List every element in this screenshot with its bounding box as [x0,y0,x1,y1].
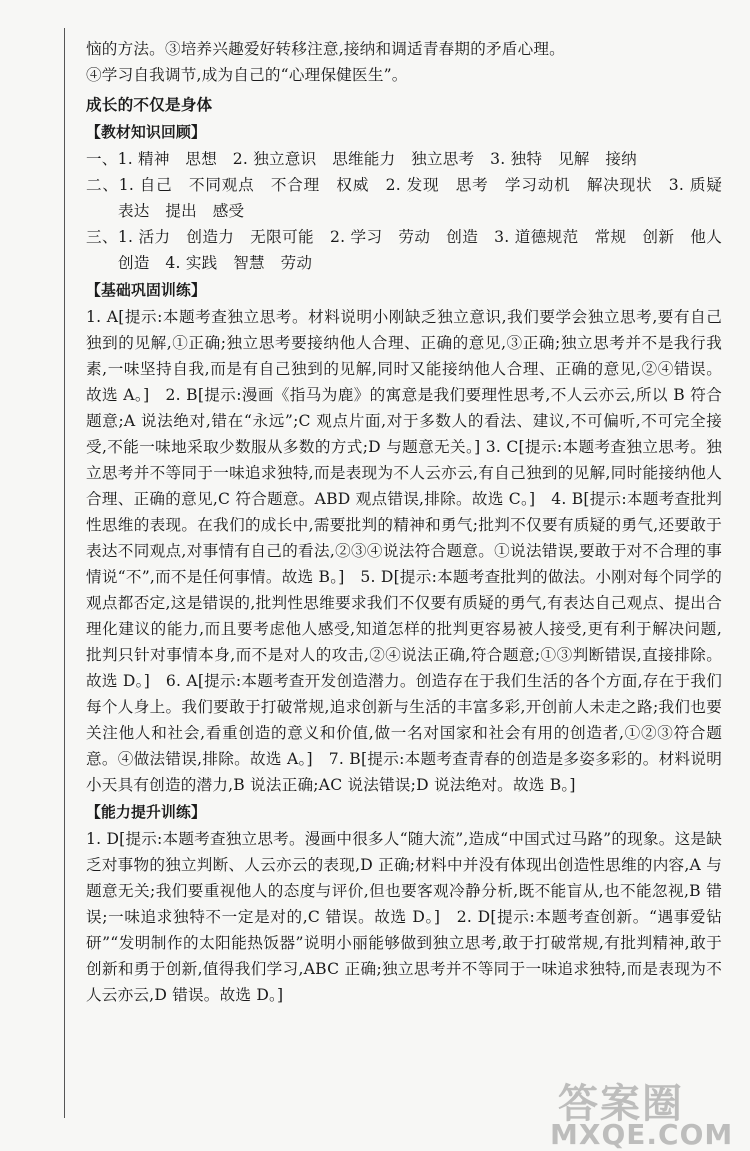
review-part-three: 三、1. 活力 创造力 无限可能 2. 学习 劳动 创造 3. 道德规范 常规 创新 他人 创造 4. 实践 智慧 劳动 [86,228,738,272]
watermark-logo [530,1072,740,1150]
section-header-review: 【教材知识回顾】 [86,124,206,141]
review-part-one: 一、1. 精神 思想 2. 独立意识 思维能力 独立思考 3. 独特 见解 接纳 [86,150,637,168]
review-part-two: 二、1. 自己 不同观点 不合理 权威 2. 发现 思考 学习动机 解决现状 3. 质疑 表达 提出 感受 [86,176,738,220]
watermark-text-bottom: MXQE.COM [550,1118,734,1151]
basic-answers: 1. A[提示:本题考查独立思考。材料说明小刚缺乏独立意识,我们要学会独立思考,要有自己独到的见解,①正确;独立思考要接纳他人合理、正确的意见,③正确;独立思考并不是我行我素,一味坚持自我,而是有自己独到的见解,同时又能接纳他人合理、正确的意见,②④错误。故选 A。] 2. B[提示:漫画《指马为鹿》的寓意是我们要理性思考,不人云亦云,所以 B 符合题意;A 说法绝对,错在“永远”;C 观点片面,对于多数人的看法、建议,不可偏听,不可完全接受,不能一味地采取少数服从多数的方式;D 与题意无关。] 3. C[提示:本题考查独立思考。独立思考并不等同于一味追求独特,而是表现为不人云亦云,有自己独到的见解,同时能接纳他人合理、正确的意见,C 符合题意。ABD 观点错误,排除。故选 C。] 4. B[提示:本题考查批判性思维的表现。在我们的成长中,需要批判的精神和勇气;批判不仅要有质疑的勇气,还要敢于表达不同观点,对事情有自己的看法,②③④说法符合题意。①说法错误,要敢于对不合理的事情说“不”,而不是任何事情。故选 B。] 5. D[提示:本题考查批判的做法。小刚对每个同学的观点都否定,这是错误的,批判性思维要求我们不仅要有质疑的勇气,有表达自己观点、提出合理化建议的能力,而且要考虑他人感受,知道怎样的批判更容易被人接受,更有利于解决问题,批判只针对事情本身,而不是对人的攻击,②④说法正确,符合题意;①③判断错误,直接排除。故选 D。] 6. A[提示:本题考查开发创造潜力。创造存在于我们生活的各个方面,存在于我们每个人身上。我们要敢于打破常规,追求创新与生活的丰富多彩,开创前人未走之路;我们也要关注他人和社会,看重创造的意义和价值,做一名对国家和社会有用的创造者,①②③符合题意。④做法错误,排除。故选 A。] 7. B[提示:本题考查青春的创造是多姿多彩的。材料说明小天具有创造的潜力,B 说法正确;AC 说法错误;D 说法绝对。故选 B。] [86,308,722,794]
intro-line-1: 恼的方法。③培养兴趣爱好转移注意,接纳和调适青春期的矛盾心理。 [86,40,565,58]
intro-line-2: ④学习自我调节,成为自己的“心理保健医生”。 [86,66,408,84]
page-margin-line [64,28,65,1118]
lesson-title: 成长的不仅是身体 [86,96,213,114]
document-body [86,36,738,1008]
watermark-text-top: 答案圈 [558,1081,684,1127]
advanced-answers: 1. D[提示:本题考查独立思考。漫画中很多人“随大流”,造成“中国式过马路”的现象。这是缺乏对事物的独立判断、人云亦云的表现,D 正确;材料中并没有体现出创造性思维的内容,A 与题意无关;我们要重视他人的态度与评价,但也要客观冷静分析,既不能盲从,也不能忽视,B 错误;一味追求独特不一定是对的,C 错误。故选 D。] 2. D[提示:本题考查创新。“遇事爱钻研”“发明制作的太阳能热饭器”说明小丽能够做到独立思考,敢于打破常规,有批判精神,敢于创新和勇于创新,值得我们学习,ABC 正确;独立思考并不等同于一味追求独特,而是表现为不人云亦云,D 错误。故选 D。] [86,830,722,1004]
section-header-advanced: 【能力提升训练】 [86,804,206,821]
section-header-basic: 【基础巩固训练】 [86,282,206,299]
